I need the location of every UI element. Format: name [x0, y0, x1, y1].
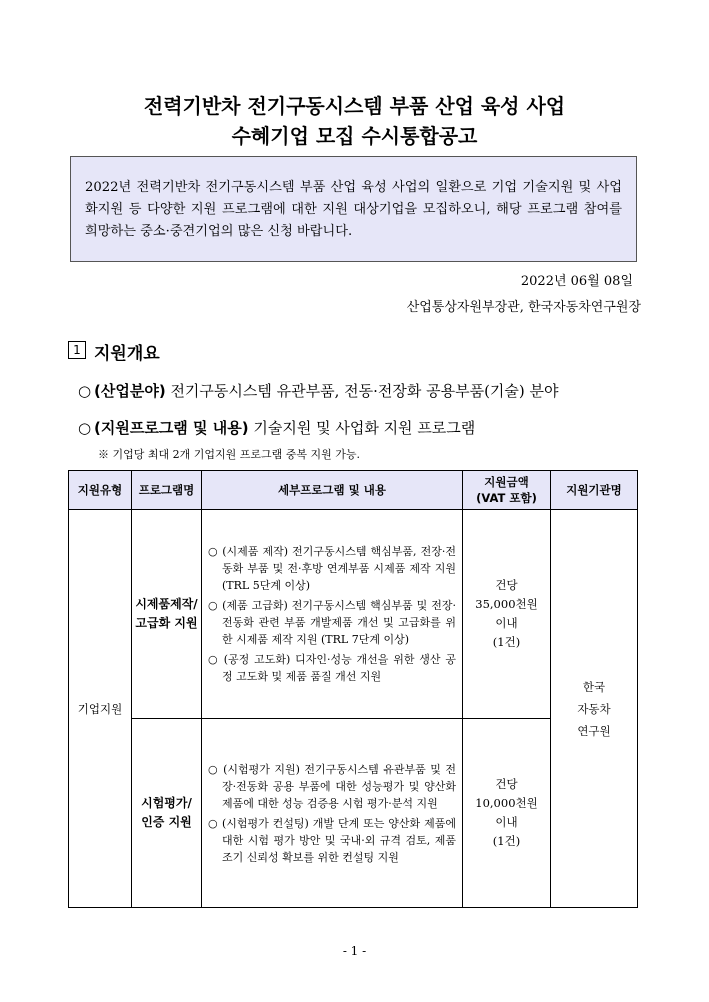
bullet-text: 전기구동시스템 유관부품, 전동·전장화 공용부품(기술) 분야 — [165, 382, 559, 400]
detail-item: ○ (공정 고도화) 디자인·성능 개선을 위한 생산 공정 고도화 및 제품 품질 개선 지원 — [208, 653, 456, 683]
table-row — [69, 510, 638, 719]
detail-item: ○ (시험평가 지원) 전기구동시스템 유관부품 및 전장·전동화 공용 부품에 대한 성능평가 및 양산화 제품에 대한 성능 검증용 시험 평가·분석 지원 — [208, 762, 456, 810]
bullet-label: (지원프로그램 및 내용) — [94, 419, 249, 437]
title-line-1: 전력기반차 전기구동시스템 부품 산업 육성 사업 — [143, 94, 566, 118]
program-name-cell: 시험평가/ 인증 지원 — [132, 719, 202, 908]
support-type-cell: 기업지원 — [69, 510, 132, 908]
program-name-cell: 시제품제작/ 고급화 지원 — [132, 510, 202, 719]
notice-box: 2022년 전력기반차 전기구동시스템 부품 산업 육성 사업의 일환으로 기업 기술지원 및 사업화지원 등 다양한 지원 프로그램에 대한 지원 대상기업을 모집하오니, 해당 프로그램 참여를 희망하는 중소·중견기업의 많은 신청 바랍니다. — [70, 156, 637, 262]
detail-item: ○ (시험평가 컨설팅) 개발 단계 또는 양산화 제품에 대한 시험 평가 방안 및 국내·외 규격 검토, 제품 조기 신뢰성 확보를 위한 컨설팅 지원 — [208, 816, 456, 864]
detail-cell — [202, 510, 463, 719]
bullet-text: 기술지원 및 사업화 지원 프로그램 — [248, 419, 476, 437]
bullet-label: (산업분야) — [94, 382, 166, 400]
header-amount: 지원금액 (VAT 포함) — [463, 471, 551, 510]
amount-cell: 건당 35,000천원 이내 (1건) — [463, 510, 551, 719]
note: ※ 기업당 최대 2개 기업지원 프로그램 중복 지원 가능. — [98, 448, 360, 461]
header-agency: 지원기관명 — [551, 471, 638, 510]
amount-cell: 건당 10,000천원 이내 (1건) — [463, 719, 551, 908]
bullet-circle: ○ — [78, 382, 92, 400]
header-type: 지원유형 — [69, 471, 132, 510]
detail-cell — [202, 719, 463, 908]
section-title: 지원개요 — [94, 344, 160, 364]
table-header-row — [69, 471, 638, 510]
bullet-circle: ○ — [78, 419, 92, 437]
detail-item: ○ (제품 고급화) 전기구동시스템 핵심부품 및 전장·전동화 관련 부품 개발제품 개선 및 고급화를 위한 시제품 제작 지원 (TRL 7단계 이상) — [208, 599, 456, 646]
title-line-2: 수혜기업 모집 수시통합공고 — [231, 124, 478, 148]
detail-item: ○ (시제품 제작) 전기구동시스템 핵심부품, 전장·전동화 부품 및 전·후방 연계부품 시제품 제작 지원 (TRL 5단계 이상) — [208, 545, 456, 592]
page-number: - 1 - — [342, 944, 367, 958]
header-detail: 세부프로그램 및 내용 — [202, 471, 463, 510]
announcement-date: 2022년 06월 08일 — [520, 274, 633, 289]
section-number: 1 — [68, 341, 86, 359]
bullet-industry — [78, 380, 559, 401]
support-table — [68, 470, 638, 908]
header-program: 프로그램명 — [132, 471, 202, 510]
bullet-program — [78, 417, 475, 438]
issuing-organizations: 산업통상자원부장관, 한국자동차연구원장 — [406, 300, 641, 315]
agency-cell: 한국 자동차 연구원 — [551, 510, 638, 908]
